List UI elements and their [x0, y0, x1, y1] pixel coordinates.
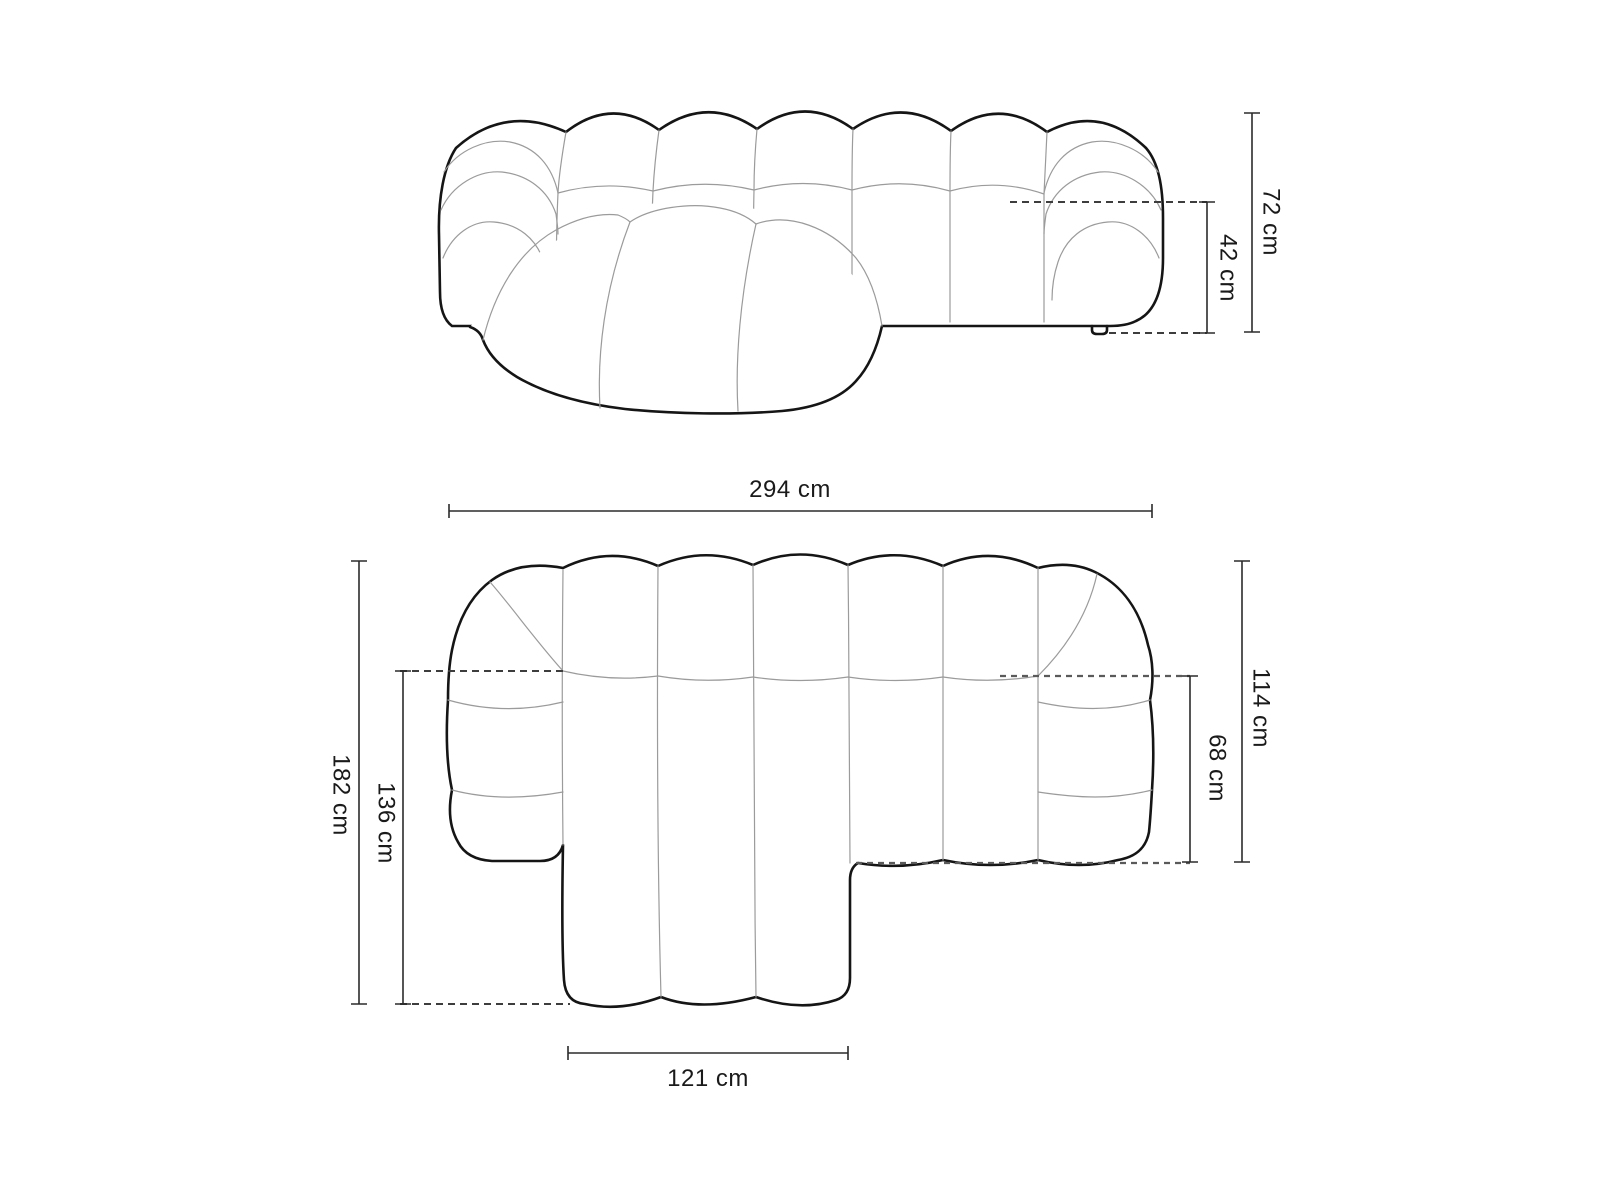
dimension-label-total-width: 294 cm: [749, 476, 831, 503]
dimension-label-seat-height: 42 cm: [1214, 234, 1242, 302]
dimension-label-chaise-width: 121 cm: [667, 1065, 749, 1092]
dimension-label-total-height: 72 cm: [1257, 188, 1285, 256]
dimension-label-seat-depth: 68 cm: [1203, 734, 1231, 802]
dimension-label-total-depth: 182 cm: [327, 754, 355, 836]
dimension-label-chaise-depth: 136 cm: [372, 782, 400, 864]
dimension-label-side-depth: 114 cm: [1247, 668, 1275, 748]
